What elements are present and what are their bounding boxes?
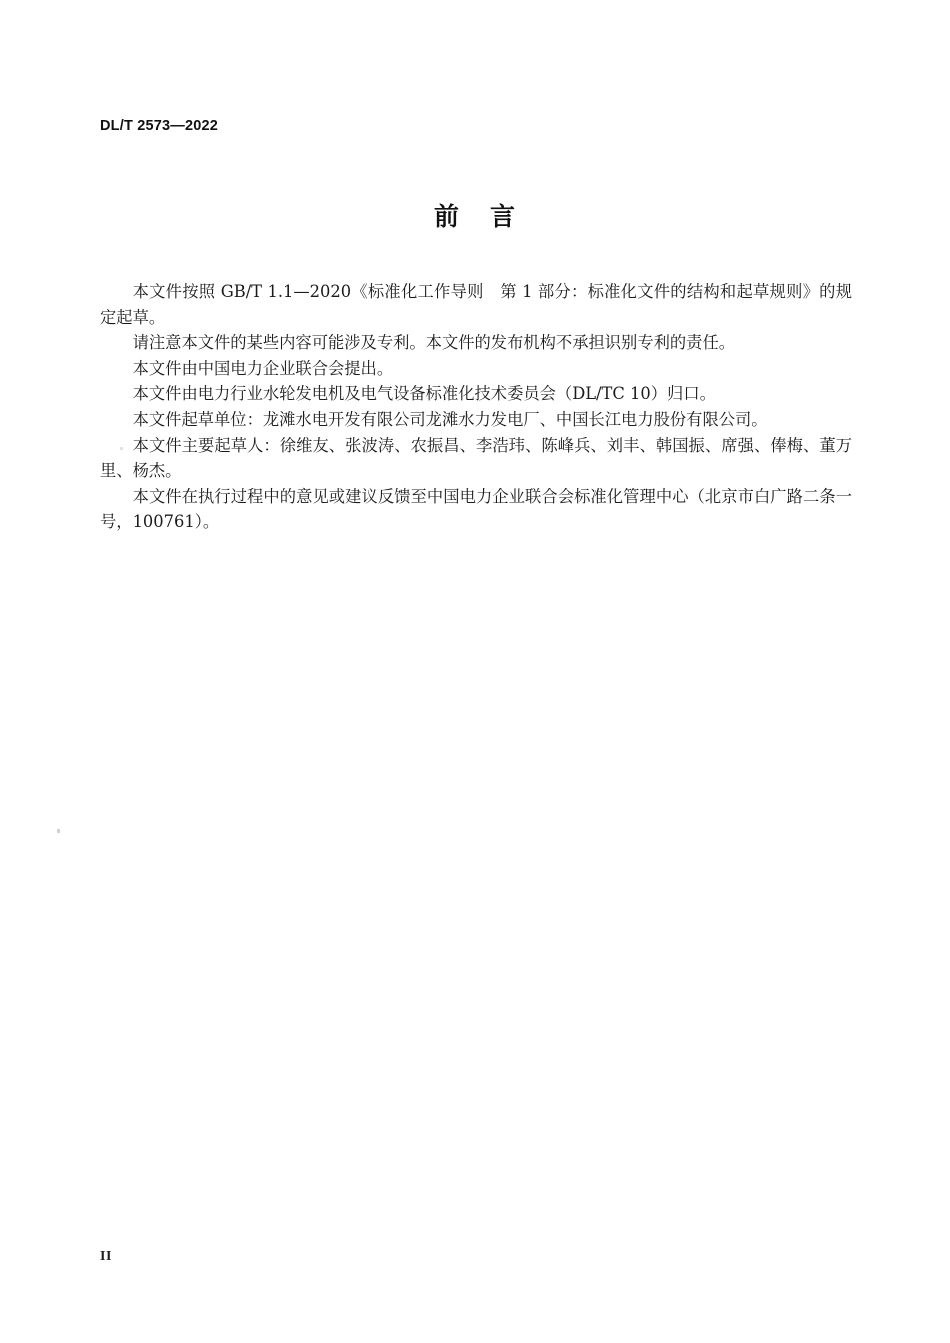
page-title-char-1: 前 — [433, 202, 460, 231]
scan-artifact-speck — [120, 447, 123, 450]
foreword-paragraph: 本文件在执行过程中的意见或建议反馈至中国电力企业联合会标准化管理中心（北京市白广路二条一号，100761）。 — [100, 486, 852, 532]
page-number: II — [100, 1249, 112, 1264]
foreword-paragraph: 本文件起草单位：龙滩水电开发有限公司龙滩水力发电厂、中国长江电力股份有限公司。 — [132, 409, 768, 429]
foreword-paragraph: 本文件主要起草人：徐维友、张波涛、农振昌、李浩玮、陈峰兵、刘丰、韩国振、席强、俸梅、董万里、杨杰。 — [100, 435, 852, 481]
foreword-paragraph: 请注意本文件的某些内容可能涉及专利。本文件的发布机构不承担识别专利的责任。 — [132, 333, 736, 353]
running-header-standard-code: DL/T 2573—2022 — [100, 118, 219, 134]
foreword-paragraph: 本文件由电力行业水轮发电机及电气设备标准化技术委员会（DL/TC 10）归口。 — [132, 384, 716, 404]
page-title-char-2: 言 — [490, 202, 517, 231]
foreword-paragraph: 本文件由中国电力企业联合会提出。 — [132, 358, 394, 378]
foreword-body — [100, 279, 852, 535]
scan-artifact-speck — [57, 829, 60, 833]
foreword-paragraph: 本文件按照 GB/T 1.1—2020《标准化工作导则 第 1 部分：标准化文件的结构和起草规则》的规定起草。 — [100, 282, 852, 327]
page-title — [0, 197, 950, 233]
